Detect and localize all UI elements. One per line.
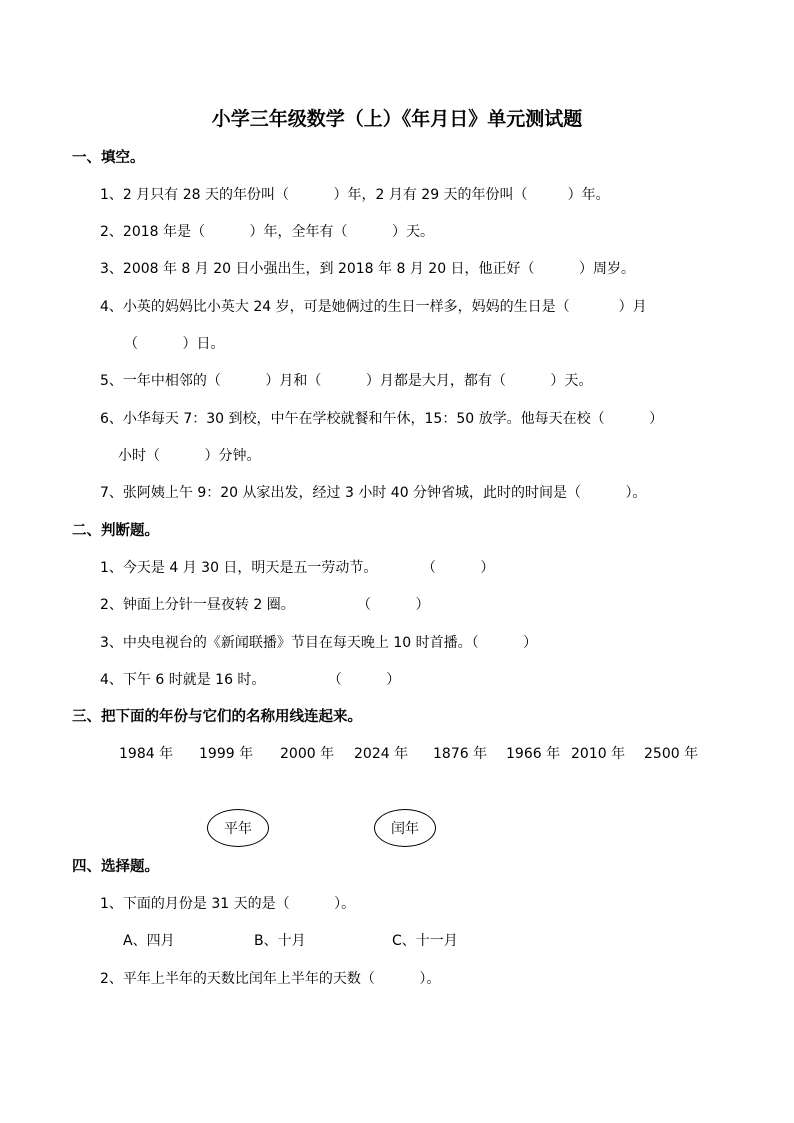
judge-question-2: 2、钟面上分针一昼夜转 2 圈。 （ ） <box>100 597 430 613</box>
section-fill-heading: 一、填空。 <box>72 150 145 166</box>
year-item: 1966 年 <box>506 746 561 762</box>
fill-question-1: 1、2 月只有 28 天的年份叫（ ）年，2 月有 29 天的年份叫（ ）年。 <box>100 187 610 203</box>
year-item: 1876 年 <box>433 746 488 762</box>
choice-option-c: C、十一月 <box>392 933 458 949</box>
choice-question-2: 2、平年上半年的天数比闰年上半年的天数（ ）。 <box>100 971 441 987</box>
year-item: 1999 年 <box>199 746 254 762</box>
page-title: 小学三年级数学（上）《年月日》单元测试题 <box>211 108 583 130</box>
choice-option-a: A、四月 <box>123 933 175 949</box>
year-item: 2024 年 <box>354 746 409 762</box>
judge-question-3: 3、中央电视台的《新闻联播》节目在每天晚上 10 时首播。（ ） <box>100 635 538 651</box>
fill-question-6: 6、小华每天 7：30 到校，中午在学校就餐和午休，15：50 放学。他每天在校（ ） <box>100 411 664 427</box>
leap-year-oval <box>374 809 436 847</box>
section-match-heading: 三、把下面的年份与它们的名称用线连起来。 <box>72 709 362 725</box>
common-year-label: 平年 <box>224 821 252 837</box>
leap-year-label: 闰年 <box>391 821 419 837</box>
fill-question-4: 4、小英的妈妈比小英大 24 岁，可是她俩过的生日一样多，妈妈的生日是（ ）月 <box>100 299 647 315</box>
year-item: 2000 年 <box>280 746 335 762</box>
common-year-oval <box>207 809 269 847</box>
year-list <box>0 744 794 766</box>
section-choice-heading: 四、选择题。 <box>72 859 159 875</box>
judge-question-4: 4、下午 6 时就是 16 时。 （ ） <box>100 672 401 688</box>
fill-question-4-continued: （ ）日。 <box>124 336 225 352</box>
choice-option-b: B、十月 <box>254 933 306 949</box>
fill-question-7: 7、张阿姨上午 9：20 从家出发，经过 3 小时 40 分钟省城，此时的时间是（ ）。 <box>100 485 647 501</box>
fill-question-3: 3、2008 年 8 月 20 日小强出生，到 2018 年 8 月 20 日，他正好（ ）周岁。 <box>100 261 636 277</box>
year-item: 2010 年 <box>571 746 626 762</box>
fill-question-2: 2、2018 年是（ ）年，全年有（ ）天。 <box>100 224 434 240</box>
year-item: 1984 年 <box>119 746 174 762</box>
judge-question-1: 1、今天是 4 月 30 日，明天是五一劳动节。 （ ） <box>100 560 495 576</box>
choice-question-1: 1、下面的月份是 31 天的是（ ）。 <box>100 896 356 912</box>
fill-question-5: 5、一年中相邻的（ ）月和（ ）月都是大月，都有（ ）天。 <box>100 373 593 389</box>
section-judge-heading: 二、判断题。 <box>72 523 159 539</box>
year-item: 2500 年 <box>644 746 699 762</box>
fill-question-6-continued: 小时（ ）分钟。 <box>118 448 261 464</box>
